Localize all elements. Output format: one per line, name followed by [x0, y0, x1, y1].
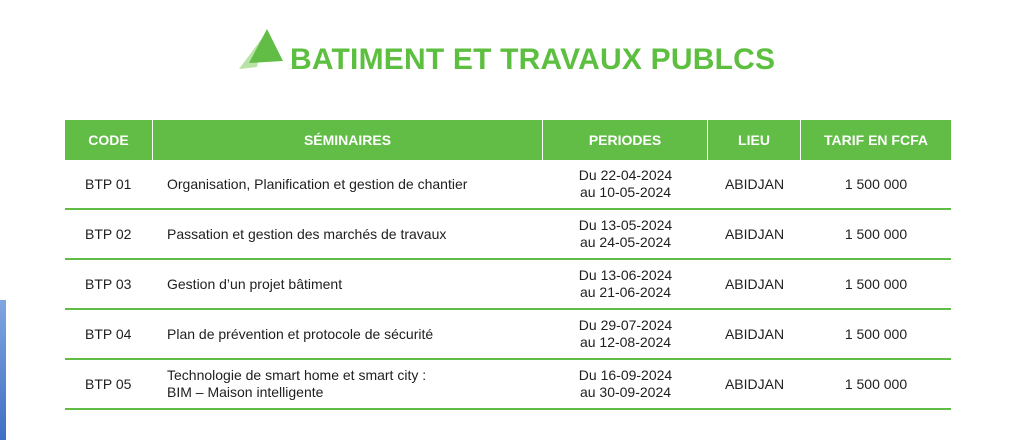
table-row: [65, 360, 951, 410]
cell-seminaire: [153, 360, 543, 408]
seminaire-line: Passation et gestion des marchés de travaux: [167, 225, 447, 242]
column-header-periodes: PERIODES: [543, 120, 708, 160]
page-edge-decoration: [0, 300, 6, 440]
cell-periode: [543, 360, 708, 408]
periode-end: au 30-09-2024: [579, 384, 672, 400]
seminaire-line: BIM – Maison intelligente: [167, 384, 324, 400]
cell-lieu: ABIDJAN: [724, 175, 785, 192]
cell-code: BTP 04: [85, 325, 132, 342]
cell-code: BTP 02: [85, 225, 132, 242]
periode-end: au 12-08-2024: [579, 334, 672, 350]
cell-lieu: ABIDJAN: [724, 225, 785, 242]
periode-start: Du 29-07-2024: [578, 317, 673, 333]
cell-tarif: 1 500 000: [844, 275, 908, 292]
seminaire-line: Technologie de smart home et smart city :: [167, 367, 427, 383]
column-header-seminaires: SÉMINAIRES: [153, 120, 543, 160]
cell-lieu: ABIDJAN: [724, 375, 785, 392]
periode-end: au 24-05-2024: [579, 234, 672, 250]
seminaire-line: Gestion d’un projet bâtiment: [167, 275, 343, 292]
cell-code: BTP 01: [85, 175, 132, 192]
cell-seminaire: [153, 310, 543, 358]
cell-tarif: 1 500 000: [844, 225, 908, 242]
column-header-code: CODE: [65, 120, 153, 160]
periode-end: au 10-05-2024: [579, 184, 672, 200]
periode-start: Du 13-06-2024: [578, 267, 673, 283]
cell-tarif: 1 500 000: [844, 175, 908, 192]
seminaire-line: Plan de prévention et protocole de sécurité: [167, 325, 434, 342]
cell-periode: [543, 260, 708, 308]
page-title: BATIMENT ET TRAVAUX PUBLCS: [290, 43, 776, 76]
cell-code: BTP 05: [85, 375, 132, 392]
cell-lieu: ABIDJAN: [724, 325, 785, 342]
seminaire-line: Organisation, Planification et gestion de chantier: [167, 175, 468, 192]
cell-tarif: 1 500 000: [844, 325, 908, 342]
cell-code: BTP 03: [85, 275, 132, 292]
table-row: [65, 210, 951, 260]
cell-tarif: 1 500 000: [844, 375, 908, 392]
cell-seminaire: [153, 260, 543, 308]
cell-periode: [543, 160, 708, 208]
cell-seminaire: [153, 160, 543, 208]
cell-periode: [543, 310, 708, 358]
periode-start: Du 22-04-2024: [578, 167, 673, 183]
triangle-logo-icon: [237, 27, 285, 71]
cell-lieu: ABIDJAN: [724, 275, 785, 292]
table-row: [65, 310, 951, 360]
column-header-lieu: LIEU: [708, 120, 801, 160]
cell-seminaire: [153, 210, 543, 258]
table-row: [65, 260, 951, 310]
table-header: [65, 120, 951, 160]
periode-start: Du 16-09-2024: [578, 367, 673, 383]
column-header-tarif: TARIF EN FCFA: [824, 132, 928, 148]
cell-periode: [543, 210, 708, 258]
periode-start: Du 13-05-2024: [578, 217, 673, 233]
periode-end: au 21-06-2024: [579, 284, 672, 300]
seminar-table: [65, 120, 951, 410]
table-row: [65, 160, 951, 210]
